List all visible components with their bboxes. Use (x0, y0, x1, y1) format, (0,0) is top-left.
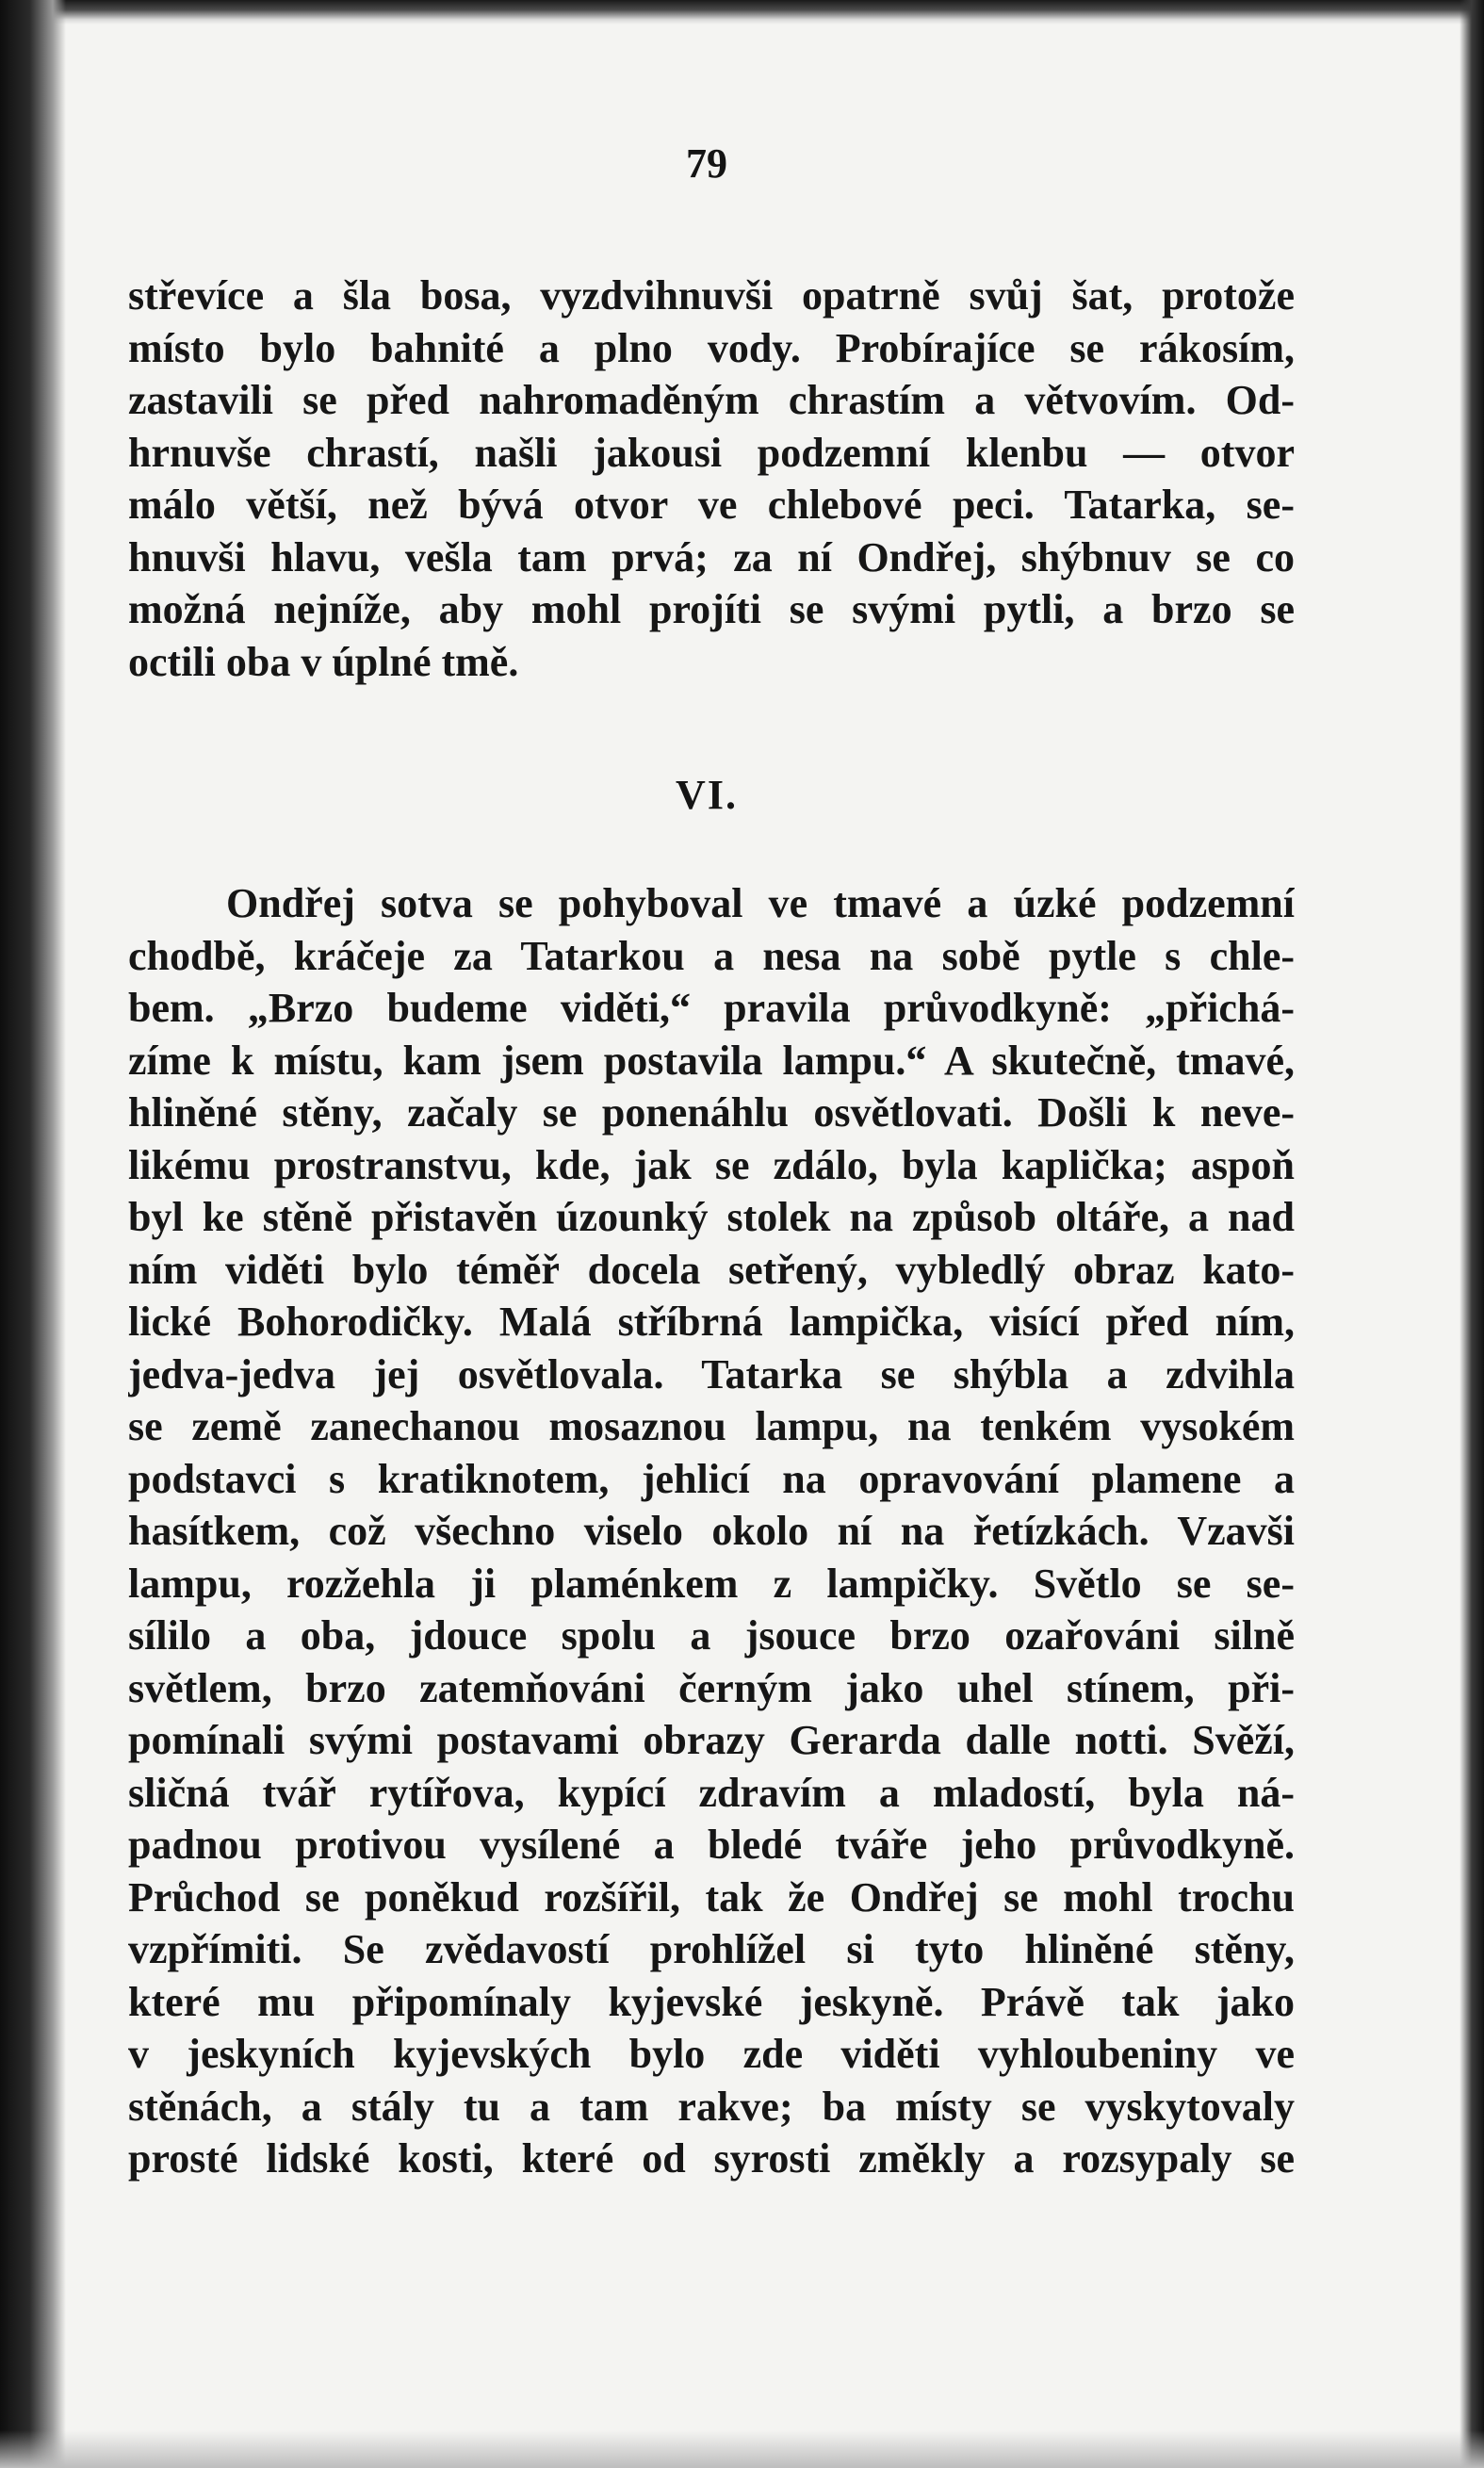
text-line: bem. „Brzo budeme viděti,“ pravila průvodkyně: „přichá- (128, 985, 1295, 1031)
text-line: jedva-jedva jej osvětlovala. Tatarka se shýbla a zdvihla (128, 1350, 1295, 1397)
text-line: prosté lidské kosti, které od syrosti změkly a rozsypaly se (128, 2135, 1295, 2182)
text-line: světlem, brzo zatemňováni černým jako uhel stínem, při- (128, 1664, 1295, 1711)
chapter-heading: VI. (676, 772, 738, 818)
text-line: hnuvši hlavu, vešla tam prvá; za ní Ondřej, shýbnuv se co (128, 533, 1295, 580)
text-line: stěnách, a stály tu a tam rakve; ba místy se vyskytovaly (128, 2083, 1295, 2130)
page-number: 79 (686, 140, 727, 187)
text-line: byl ke stěně přistavěn úzounký stolek na způsob oltáře, a nad (128, 1194, 1295, 1240)
text-line: Průchod se poněkud rozšířil, tak že Ondřej se mohl trochu (128, 1873, 1295, 1920)
text-line: hliněné stěny, začaly se ponenáhlu osvětlovati. Došli k neve- (128, 1089, 1295, 1136)
text-line: octili oba v úplné tmě. (128, 638, 519, 685)
paragraph-2 (128, 877, 1295, 2185)
text-line: střevíce a šla bosa, vyzdvihnuvši opatrně svůj šat, protože (128, 272, 1295, 319)
text-line: zíme k místu, kam jsem postavila lampu.“ A skutečně, tmavé, (128, 1037, 1295, 1084)
text-line: hasítkem, což všechno viselo okolo ní na řetízkách. Vzavši (128, 1508, 1295, 1554)
text-line: chodbě, kráčeje za Tatarkou a nesa na sobě pytle s chle- (128, 932, 1295, 979)
scan-edge-top (0, 0, 1484, 25)
text-line: ním viděti bylo téměř docela setřený, vybledlý obraz kato- (128, 1246, 1295, 1293)
text-line: zastavili se před nahromaděným chrastím a větvovím. Od- (128, 377, 1295, 423)
text-line: málo větší, než bývá otvor ve chlebové peci. Tatarka, se- (128, 482, 1295, 528)
paragraph-1 (128, 270, 1295, 688)
text-line: se země zanechanou mosaznou lampu, na tenkém vysokém (128, 1403, 1295, 1449)
text-line: vzpřímiti. Se zvědavostí prohlížel si tyto hliněné stěny, (128, 1926, 1295, 1972)
text-line: hrnuvše chrastí, našli jakousi podzemní klenbu — otvor (128, 429, 1295, 476)
text-line: padnou protivou vysílené a bledé tváře jeho průvodkyně. (128, 1822, 1295, 1868)
text-line: Ondřej sotva se pohyboval ve tmavé a úzké podzemní (226, 880, 1295, 926)
scan-edge-bottom (0, 2430, 1484, 2468)
text-line: v jeskyních kyjevských bylo zde viděti vyhloubeniny ve (128, 2031, 1295, 2077)
text-line: sličná tvář rytířova, kypící zdravím a mladostí, byla ná- (128, 1769, 1295, 1816)
scan-edge-left (0, 0, 66, 2468)
text-line: sílilo a oba, jdouce spolu a jsouce brzo ozařováni silně (128, 1612, 1295, 1659)
text-line: které mu připomínaly kyjevské jeskyně. Právě tak jako (128, 1978, 1295, 2025)
scan-edge-right (1460, 0, 1484, 2468)
text-line: pomínali svými postavami obrazy Gerarda dalle notti. Svěží, (128, 1717, 1295, 1763)
text-line: místo bylo bahnité a plno vody. Probírajíce se rákosím, (128, 324, 1295, 371)
text-line: lampu, rozžehla ji plaménkem z lampičky. Světlo se se- (128, 1560, 1295, 1607)
text-line: možná nejníže, aby mohl projíti se svými pytli, a brzo se (128, 586, 1295, 632)
text-line: lické Bohorodičky. Malá stříbrná lampička, visící před ním, (128, 1299, 1295, 1345)
text-line: podstavci s kratiknotem, jehlicí na opravování plamene a (128, 1455, 1295, 1502)
text-line: likému prostranstvu, kde, jak se zdálo, byla kaplička; aspoň (128, 1141, 1295, 1188)
